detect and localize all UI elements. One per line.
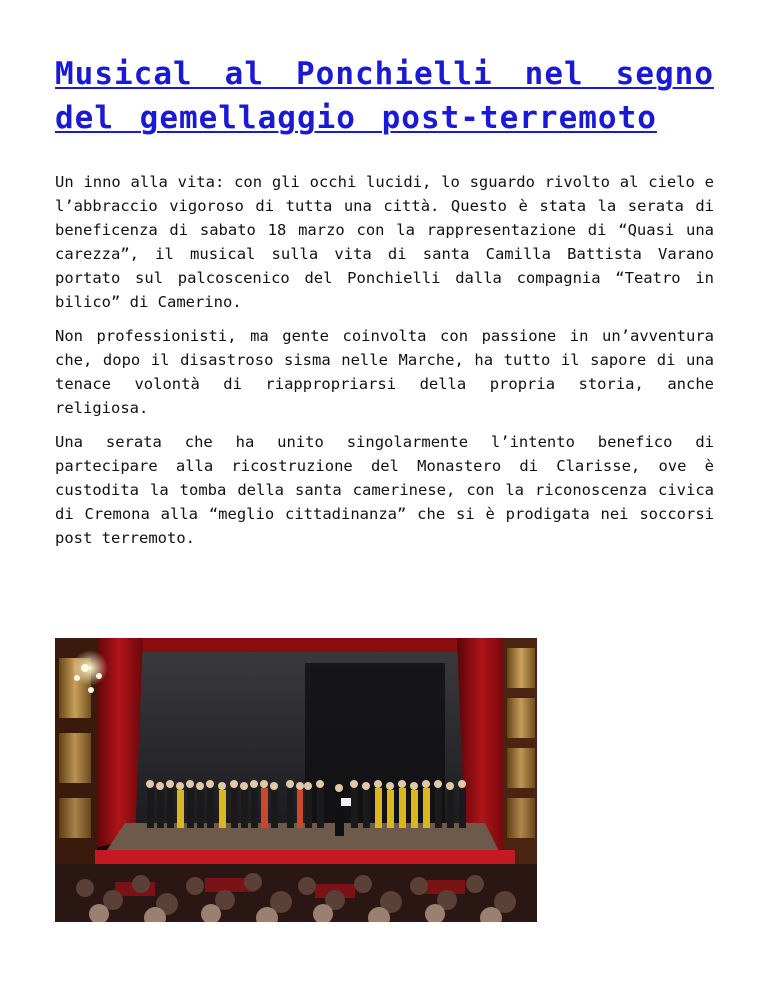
theatre-photo-illustration (55, 638, 537, 922)
stage-apron (95, 850, 515, 864)
audience (55, 864, 537, 922)
article-title-link[interactable]: Musical al Ponchielli nel segno del gemellaggio post-terremoto (55, 56, 714, 136)
theatre-photo (55, 638, 537, 922)
article (55, 52, 714, 560)
article-paragraph-3: Una serata che ha unito singolarmente l’intento benefico di partecipare alla ricostruzione del Monastero di Clarisse, ove è custodita la tomba della santa camerinese, con la riconoscenza civica di Cremona alla “meglio cittadinanza” che si è prodigata nei soccorsi post terremoto. (55, 433, 714, 547)
curtain-valance (95, 638, 515, 652)
article-title (55, 52, 714, 140)
article-body (55, 170, 714, 550)
article-paragraph-1: Un inno alla vita: con gli occhi lucidi, lo sguardo rivolto al cielo e l’abbraccio vigoroso di tutta una città. Questo è stata la serata di beneficenza di sabato 18 marzo con la rappresentazione di “Quasi una carezza”, il musical sulla vita di santa Camilla Battista Varano portato sul palcoscenico del Ponchielli dalla compagnia “Teatro in bilico” di Camerino. (55, 173, 714, 311)
article-paragraph-2: Non professionisti, ma gente coinvolta con passione in un’avventura che, dopo il disastroso sisma nelle Marche, ha tutto il sapore di una tenace volontà di riappropriarsi della propria storia, anche religiosa. (55, 327, 714, 417)
